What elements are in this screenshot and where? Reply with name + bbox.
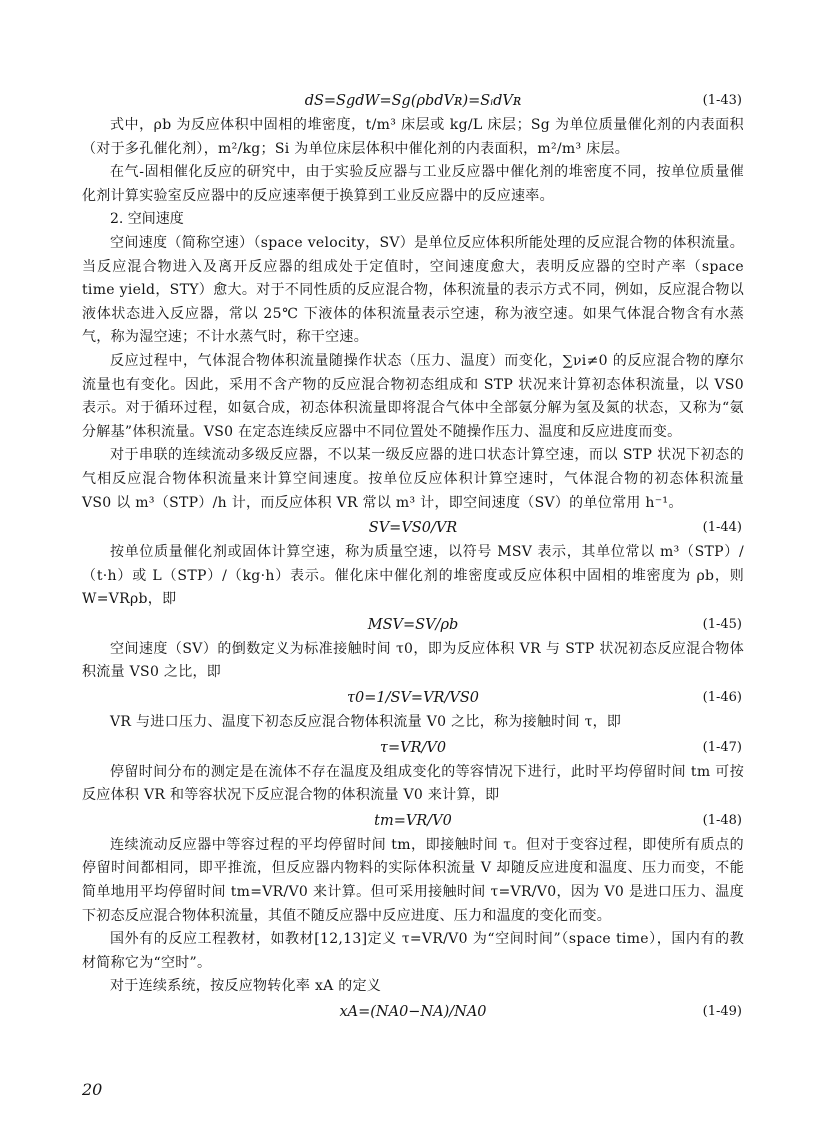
paragraph: 式中，ρb 为反应体积中固相的堆密度，t/m³ 床层或 kg/L 床层；Sg 为单位质量催化剂的内表面积（对于多孔催化剂），m²/kg；Si 为单位床层体积中催化剂的内表面积，m²/m³ 床层。 — [82, 117, 744, 157]
paragraph: 在气-固相催化反应的研究中，由于实验反应器与工业反应器中催化剂的堆密度不同，按单位质量催化剂计算实验室反应器中的反应速率便于换算到工业反应器中的反应速率。 — [82, 164, 744, 204]
page-number: 20 — [82, 1080, 103, 1099]
equation — [82, 515, 744, 541]
paragraph: 停留时间分布的测定是在流体不存在温度及组成变化的等容情况下进行，此时平均停留时间 tm 可按反应体积 VR 和等容状况下反应混合物的体积流量 V0 来计算，即 — [82, 763, 744, 804]
equation — [82, 808, 744, 834]
equation-number: (1-47) — [702, 739, 742, 755]
paragraph: 国外有的反应工程教材，如教材[12,13]定义 τ=VR/V0 为“空间时间”（space time），国内有的教材简称它为“空时”。 — [82, 931, 744, 971]
paragraph: 空间速度（SV）的倒数定义为标准接触时间 τ0，即为反应体积 VR 与 STP 状况初态反应混合物体积流量 VS0 之比，即 — [82, 640, 744, 681]
paragraph: 对于连续系统，按反应物转化率 xA 的定义 — [110, 978, 382, 995]
equation — [82, 612, 744, 638]
section-heading: 2. 空间速度 — [110, 211, 184, 228]
paragraph: 按单位质量催化剂或固体计算空速，称为质量空速，以符号 MSV 表示，其单位常以 m³（STP）/（t·h）或 L（STP）/（kg·h）表示。催化床中催化剂的堆密度或反应体积中固相的堆密度为 ρb，则 W=VRρb，即 — [82, 544, 744, 608]
equation-number: (1-46) — [702, 690, 742, 706]
paragraph: VR 与进口压力、温度下初态反应混合物体积流量 V0 之比，称为接触时间 τ，即 — [110, 714, 622, 731]
equation-text: SV=VS0/VR — [368, 520, 458, 537]
equation-text: MSV=SV/ρb — [367, 616, 459, 633]
equation — [82, 685, 744, 711]
page-content — [82, 88, 744, 1025]
equation-number: (1-43) — [702, 93, 742, 108]
equation-text: tm=VR/V0 — [374, 812, 452, 829]
equation-number: (1-48) — [702, 812, 742, 828]
equation-text: xA=(NA0−NA)/NA0 — [339, 1004, 487, 1020]
paragraph: 反应过程中，气体混合物体积流量随操作状态（压力、温度）而变化，∑νi≠0 的反应混合物的摩尔流量也有变化。因此，采用不含产物的反应混合物初态组成和 STP 状况来计算初态体积流量，以 VS0 表示。对于循环过程，如氨合成，初态体积流量即将混合气体中全部氨分解为氢及氮的状态，又称为“氨分解基”体积流量。VS0 在定态连续反应器中不同位置处不随操作压力、温度和反应进度而变。 — [82, 352, 744, 440]
paragraph: 对于串联的连续流动多级反应器，不以某一级反应器的进口状态计算空速，而以 STP 状况下初态的气相反应混合物体积流量来计算空间速度。按单位反应体积计算空速时，气体混合物的初态体积流量 VS0 以 m³（STP）/h 计，而反应体积 VR 常以 m³ 计，即空间速度（SV）的单位常用 h⁻¹。 — [82, 447, 744, 511]
equation-text: dS=SgdW=Sg(ρbdVʀ)=SᵢdVʀ — [304, 93, 522, 109]
equation-number: (1-49) — [702, 1004, 742, 1019]
equation-text: τ0=1/SV=VR/VS0 — [347, 690, 479, 707]
paragraph: 空间速度（简称空速）（space velocity，SV）是单位反应体积所能处理的反应混合物的体积流量。当反应混合物进入及离开反应器的组成处于定值时，空间速度愈大，表明反应器的空时产率（space time yield，STY）愈大。对于不同性质的反应混合物，体积流量的表示方式不同，例如，反应混合物以液体状态进入反应器，常以 25℃ 下液体的体积流量表示空速，称为液空速。如果气体混合物含有水蒸气，称为湿空速；不计水蒸气时，称干空速。 — [82, 234, 744, 346]
equation — [82, 88, 744, 114]
equation-number: (1-44) — [702, 520, 742, 536]
equation — [82, 999, 744, 1025]
equation — [82, 735, 744, 761]
paragraph: 连续流动反应器中等容过程的平均停留时间 tm，即接触时间 τ。但对于变容过程，即使所有质点的停留时间都相同，即平推流，但反应器内物料的实际体积流量 V 却随反应进度和温度、压力而变，不能简单地用平均停留时间 tm=VR/V0 来计算。但可采用接触时间 τ=VR/V0，因为 V0 是进口压力、温度下初态反应混合物体积流量，其值不随反应器中反应进度、压力和温度的变化而变。 — [82, 836, 744, 924]
equation-number: (1-45) — [702, 616, 742, 632]
equation-text: τ=VR/V0 — [379, 739, 447, 756]
